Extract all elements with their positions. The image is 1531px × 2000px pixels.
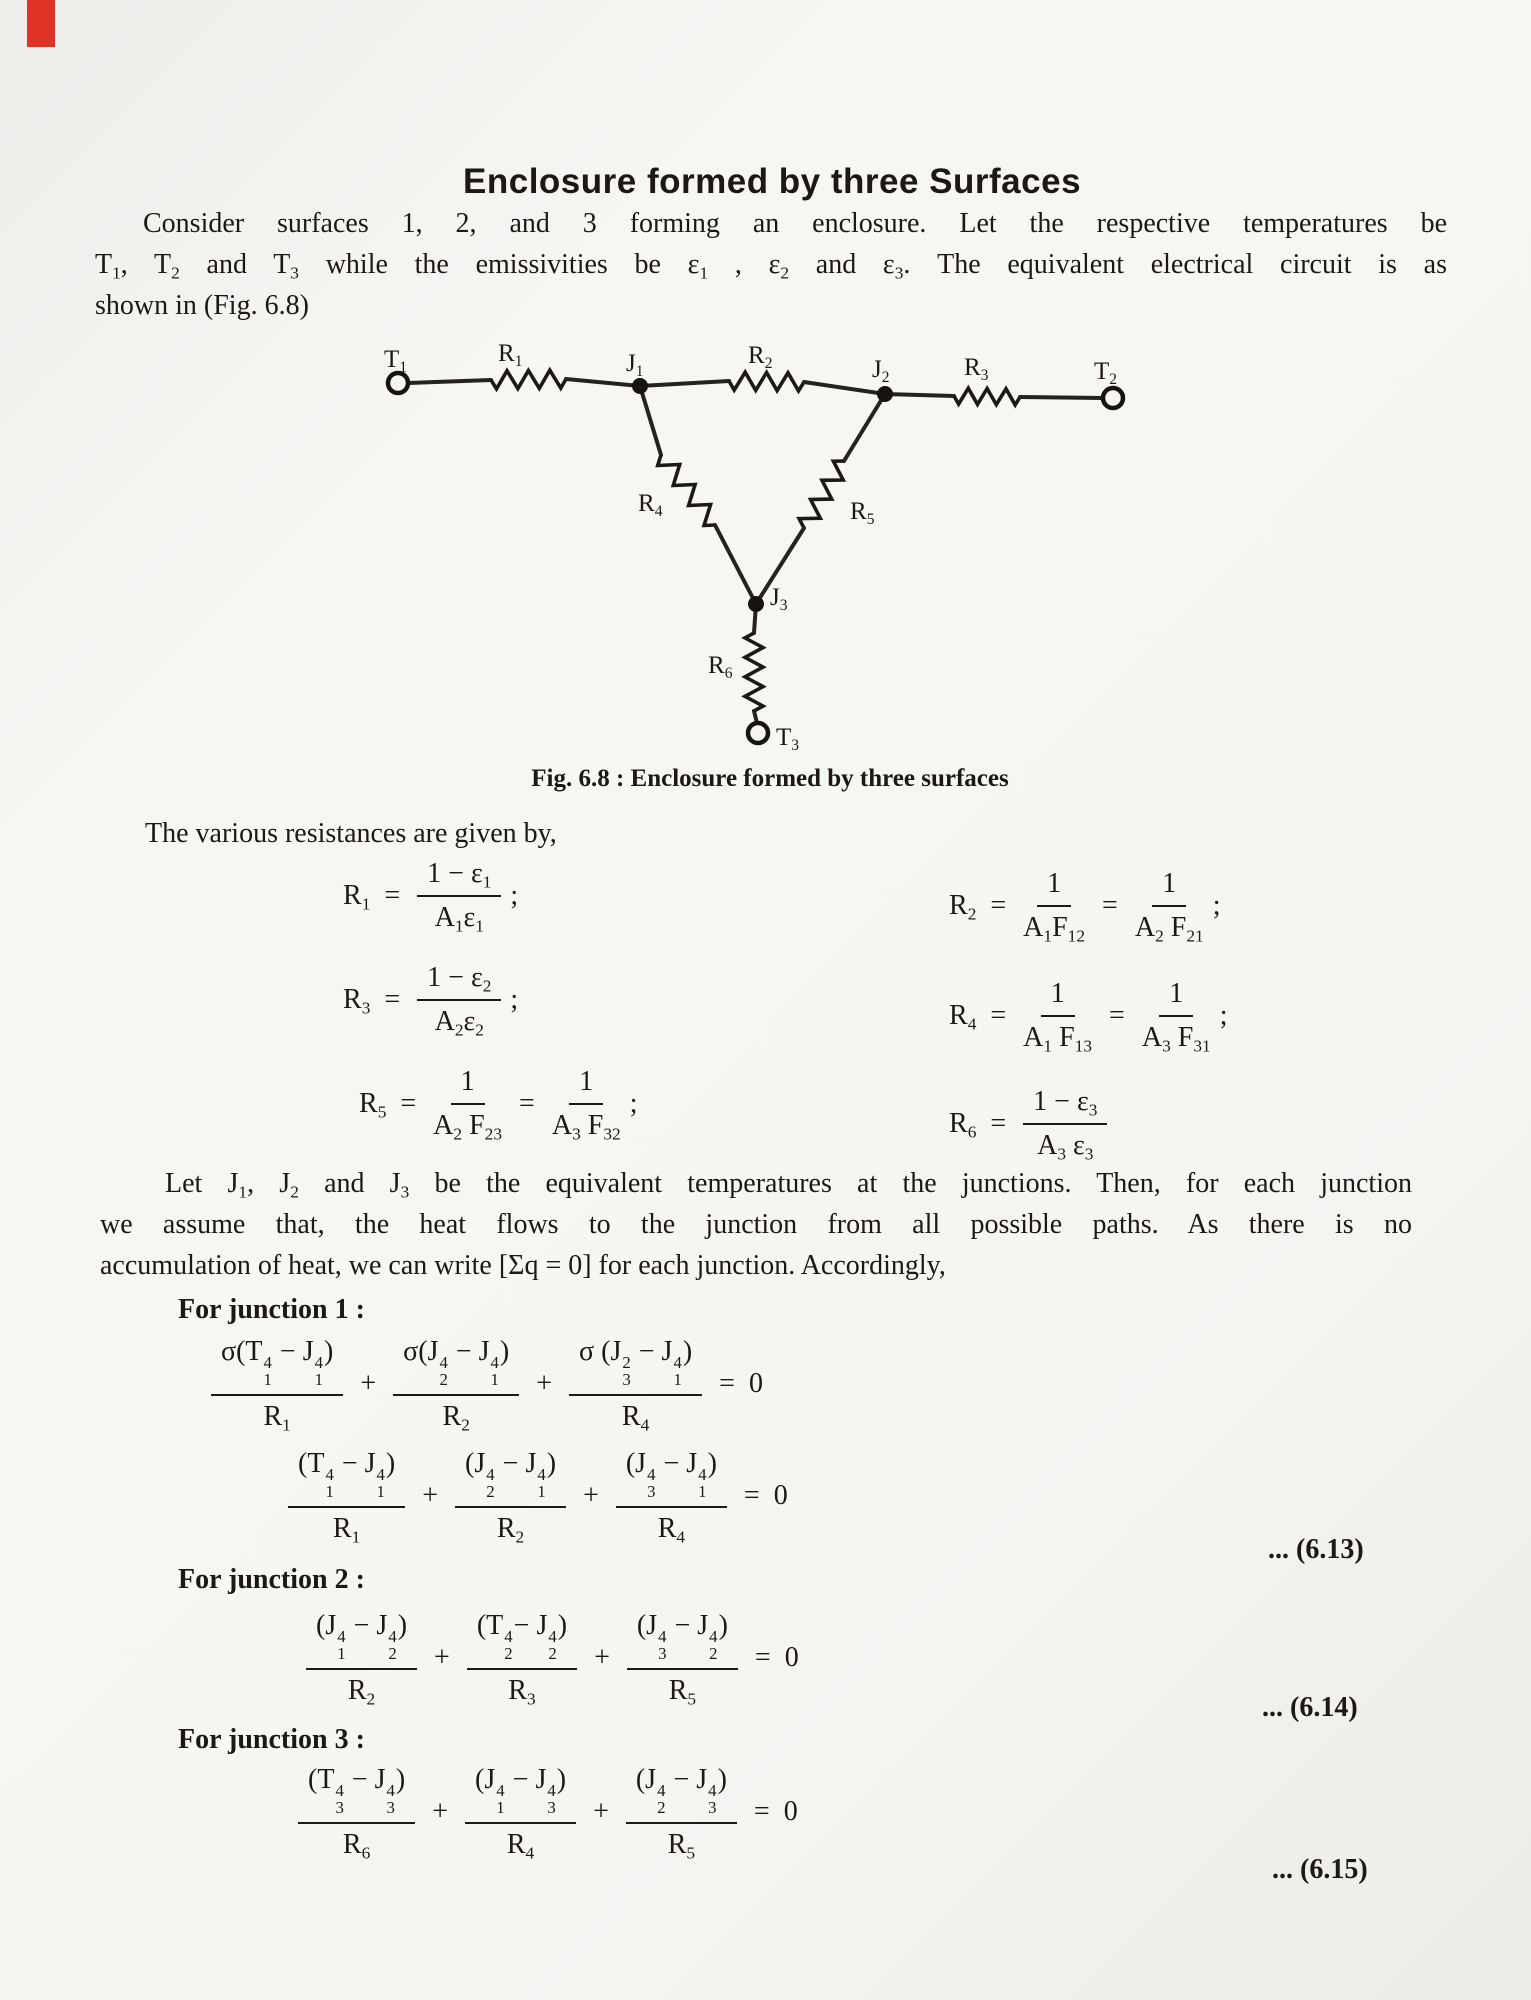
page-title: Enclosure formed by three Surfaces bbox=[463, 162, 1082, 202]
node-label-r6: $R_6$ bbox=[708, 652, 733, 682]
equation-r3: $R_3$ = $\frac{1 - \varepsilon_2}{A_2\varepsilon_2}$ ; bbox=[343, 962, 519, 1040]
node-label-r3: $R_3$ bbox=[964, 354, 989, 384]
junction-paragraph-line-2: we assume that, the heat flows to the junction from all possible paths. As there is no bbox=[100, 1209, 1412, 1240]
circuit-figure bbox=[380, 340, 1125, 754]
junction-dot-j3 bbox=[748, 596, 764, 612]
wire-j2-r3 bbox=[885, 394, 954, 396]
resistances-intro: The various resistances are given by, bbox=[145, 818, 557, 849]
equation-junction-3: (T 4 3 − J 4 3 ) $R_6$ + (J 4 1 − J 4 3 ) $R_4$ + (J 4 2 − J 4 3 ) $R_5$ = 0 bbox=[292, 1764, 801, 1861]
resistor-zigzag-r3 bbox=[954, 388, 1020, 405]
equation-r1: $R_1$ = $\frac{1 - \varepsilon_1}{A_1\varepsilon_1}$ ; bbox=[343, 858, 519, 936]
wire-j1-r2 bbox=[640, 381, 729, 386]
terminal-circle-t2 bbox=[1103, 388, 1123, 408]
resistor-zigzag-r1 bbox=[491, 370, 566, 389]
wire-r3-t2 bbox=[1020, 397, 1103, 398]
heading-junction-1: For junction 1 : bbox=[178, 1294, 365, 1325]
intro-line-2: $T_1$, $T_2$ and $T_3$ while the emissivities be $\varepsilon_1$ , $\varepsilon_2$ and $\varepsilon_3$. The equivalent electrical circuit is as bbox=[95, 249, 1447, 283]
junction-paragraph-line-1: Let $J_1$, $J_2$ and $J_3$ be the equivalent temperatures at the junctions. Then, for each junction bbox=[165, 1168, 1412, 1202]
junction-paragraph-line-3: accumulation of heat, we can write [Σq = 0] for each junction. Accordingly, bbox=[100, 1250, 946, 1281]
resistor-zigzag-r6 bbox=[745, 633, 763, 711]
equation-junction-1-sigma: σ(T 4 1 − J 4 1 ) $R_1$ + σ(J 4 2 − J 4 1 ) $R_2$ + σ (J 2 3 − J 4 1 ) $R_4$ = 0 bbox=[205, 1336, 766, 1433]
junction-paragraph bbox=[100, 1163, 1412, 1286]
node-label-r2: $R_2$ bbox=[748, 342, 773, 372]
equation-r5: $R_5$ = $\frac{1}{A_2 F_{23}}$ = $\frac{1}{A_3 F_{32}}$ ; bbox=[359, 1066, 638, 1144]
resistor-zigzag-r5 bbox=[799, 461, 844, 528]
wire-r4-j3 bbox=[715, 525, 756, 604]
red-corner-mark bbox=[27, 0, 55, 47]
node-label-j1: $J_1$ bbox=[626, 350, 644, 380]
terminal-circle-t1 bbox=[388, 373, 408, 393]
equation-r6: $R_6$ = $\frac{1 - \varepsilon_3}{A_3 \varepsilon_3}$ bbox=[946, 1086, 1113, 1162]
node-label-r5: $R_5$ bbox=[850, 498, 875, 528]
node-label-r4: $R_4$ bbox=[638, 490, 663, 520]
equation-number-6-14: ... (6.14) bbox=[1262, 1692, 1358, 1723]
node-label-r1: $R_1$ bbox=[498, 340, 523, 370]
equation-number-6-13: ... (6.13) bbox=[1268, 1534, 1364, 1565]
intro-line-3: shown in (Fig. 6.8) bbox=[95, 290, 309, 321]
equation-junction-2: (J 4 1 − J 4 2 ) $R_2$ + (T 4 2 − J 4 2 ) $R_3$ + (J 4 3 − J 4 2 ) $R_5$ = 0 bbox=[300, 1610, 802, 1707]
intro-paragraph bbox=[95, 203, 1447, 326]
wire-j1-r4 bbox=[640, 386, 661, 455]
equation-r2: $R_2$ = $\frac{1}{A_1F_{12}}$ = $\frac{1}{A_2 F_{21}}$ ; bbox=[949, 868, 1221, 946]
circuit-diagram bbox=[380, 352, 1125, 752]
heading-junction-2: For junction 2 : bbox=[178, 1564, 365, 1595]
intro-line-1: Consider surfaces 1, 2, and 3 forming an enclosure. Let the respective temperatures be bbox=[143, 208, 1447, 239]
wire-r1-j1 bbox=[566, 379, 640, 386]
node-label-t2: $T_2$ bbox=[1094, 358, 1118, 388]
equation-number-6-15: ... (6.15) bbox=[1272, 1854, 1368, 1885]
equation-junction-1: (T 4 1 − J 4 1 ) $R_1$ + (J 4 2 − J 4 1 ) $R_2$ + (J 4 3 − J 4 1 ) $R_4$ = 0 bbox=[282, 1448, 791, 1545]
node-label-j2: $J_2$ bbox=[872, 356, 890, 386]
node-label-t1: $T_1$ bbox=[384, 346, 408, 376]
wire-j2-r5 bbox=[844, 394, 885, 461]
figure-caption: Fig. 6.8 : Enclosure formed by three surfaces bbox=[531, 765, 1009, 792]
junction-dot-j1 bbox=[632, 378, 648, 394]
wire-t1-r1 bbox=[408, 380, 491, 383]
node-label-j3: $J_3$ bbox=[770, 584, 788, 614]
node-label-t3: $T_3$ bbox=[776, 724, 800, 754]
junction-dot-j2 bbox=[877, 386, 893, 402]
heading-junction-3: For junction 3 : bbox=[178, 1724, 365, 1755]
terminal-circle-t3 bbox=[748, 723, 768, 743]
resistor-zigzag-r2 bbox=[729, 372, 804, 391]
resistor-zigzag-r4 bbox=[658, 455, 715, 526]
equation-r4: $R_4$ = $\frac{1}{A_1 F_{13}}$ = $\frac{1}{A_3 F_{31}}$ ; bbox=[949, 978, 1228, 1056]
